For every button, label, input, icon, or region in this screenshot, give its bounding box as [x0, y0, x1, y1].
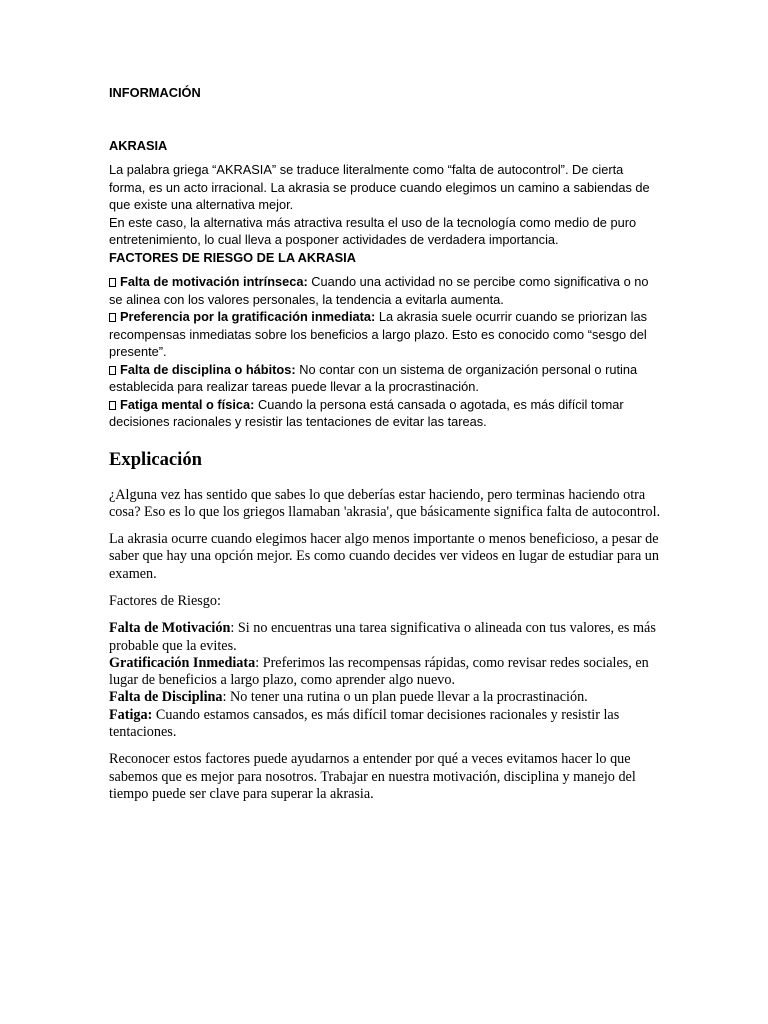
risk-factors-list: [109, 620, 661, 741]
bullet-item: [109, 273, 661, 308]
informacion-section: [109, 84, 661, 431]
bullet-item: [109, 396, 661, 431]
bullet-text: Cuando la persona está cansada o agotada, es más difícil tomar decisiones racionales y resistir las tentaciones de evitar las tareas.: [109, 396, 624, 429]
missing-glyph-bullet-icon: [109, 401, 116, 410]
bullet-label: Falta de disciplina o hábitos:: [120, 361, 296, 377]
explicacion-paragraph-2: La akrasia ocurre cuando elegimos hacer algo menos importante o menos beneficioso, a pesar de saber que hay una opción mejor. Es como cuando decides ver videos en lugar de estudiar para un examen.: [109, 531, 659, 582]
akrasia-paragraph-1: La palabra griega “AKRASIA” se traduce literalmente como “falta de autocontrol”. De cierta forma, es un acto irracional. La akrasia se produce cuando elegimos un camino a sabiendas de que existe una alternativa mejor.: [109, 162, 650, 212]
conclusion-paragraph: Reconocer estos factores puede ayudarnos a entender por qué a veces evitamos hacer lo que sabemos que es mejor para nosotros. Trabajar en nuestra motivación, disciplina y manejo del tiempo puede ser clave para superar la akrasia.: [109, 751, 636, 802]
explicacion-section: [109, 449, 661, 804]
bullet-text: No contar con un sistema de organización personal o rutina establecida para realizar tareas puede llevar a la procrastinación.: [109, 361, 638, 394]
explicacion-paragraph-1: ¿Alguna vez has sentido que sabes lo que deberías estar haciendo, pero terminas haciendo otra cosa? Eso es lo que los griegos llamaban 'akrasia', que básicamente significa falta de autocontrol.: [109, 486, 661, 520]
missing-glyph-bullet-icon: [109, 366, 116, 375]
akrasia-paragraph-2: En este caso, la alternativa más atractiva resulta el uso de la tecnología como medio de puro entretenimiento, lo cual lleva a posponer actividades de verdadera importancia.: [109, 214, 637, 247]
bullet-item: [109, 308, 661, 361]
bullet-text: La akrasia suele ocurrir cuando se priorizan las recompensas inmediatas sobre los beneficios a largo plazo. Esto es conocido como “sesgo del presente”.: [109, 309, 648, 359]
bullet-text: Cuando una actividad no se percibe como significativa o no se alinea con los valores personales, la tendencia a evitarla aumenta.: [109, 274, 649, 307]
missing-glyph-bullet-icon: [109, 278, 116, 287]
risk-factor-label: Falta de Motivación: [109, 620, 231, 637]
info-heading: INFORMACIÓN: [109, 85, 201, 100]
missing-glyph-bullet-icon: [109, 313, 116, 322]
bullet-label: Preferencia por la gratificación inmediata:: [120, 309, 376, 324]
factores-heading: FACTORES DE RIESGO DE LA AKRASIA: [109, 249, 356, 265]
factores-riesgo-label: Factores de Riesgo:: [109, 592, 221, 609]
risk-factor-text: : No tener una rutina o un plan puede llevar a la procrastinación.: [222, 689, 588, 706]
bullet-label: Falta de motivación intrínseca:: [120, 274, 308, 289]
bullet-label: Fatiga mental o física:: [120, 396, 255, 412]
risk-factor-text: : Preferimos las recompensas rápidas, como revisar redes sociales, en lugar de beneficios a largo plazo, como aprender algo nuevo.: [109, 654, 649, 689]
risk-factor-label: Gratificación Inmediata: [109, 654, 256, 671]
risk-factor-label: Fatiga:: [109, 706, 153, 723]
explicacion-heading: Explicación: [109, 448, 202, 470]
akrasia-heading: AKRASIA: [109, 137, 168, 153]
risk-factor-item: [109, 689, 661, 706]
document-page: [109, 84, 661, 813]
risk-factor-label: Falta de Disciplina: [109, 689, 223, 706]
risk-factor-text: Cuando estamos cansados, es más difícil tomar decisiones racionales y resistir las tentaciones.: [109, 706, 620, 741]
risk-factor-item: [109, 620, 661, 655]
risk-factor-item: [109, 707, 661, 742]
risk-factor-item: [109, 655, 661, 690]
risk-factor-text: : Si no encuentras una tarea significativa o alineada con tus valores, es más probable que la evites.: [109, 620, 656, 654]
bullet-item: [109, 361, 661, 396]
